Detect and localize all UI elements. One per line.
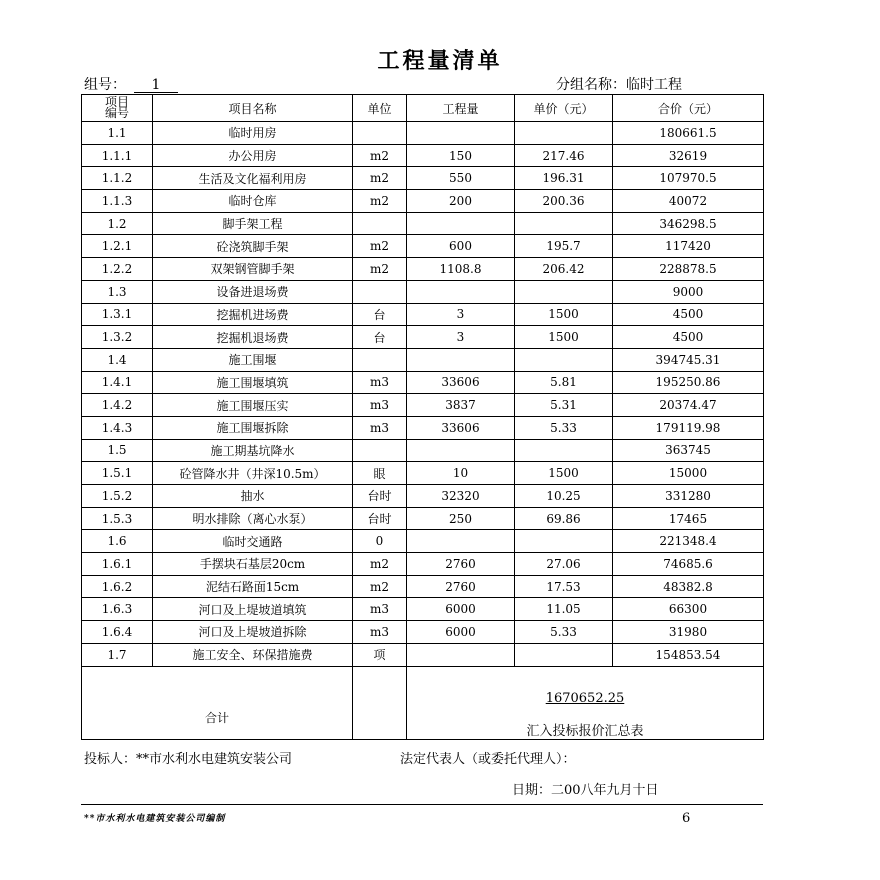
cell-item-name: 办公用房 [153, 144, 353, 167]
cell-quantity: 550 [407, 167, 515, 190]
total-label: 合计 [82, 666, 353, 739]
cell-total-price: 180661.5 [613, 122, 764, 145]
cell-item-name: 临时交通路 [153, 530, 353, 553]
table-row [82, 643, 764, 666]
cell-quantity: 6000 [407, 621, 515, 644]
cell-quantity: 150 [407, 144, 515, 167]
cell-item-id: 1.4.2 [82, 394, 153, 417]
cell-unit: 台 [353, 326, 407, 349]
cell-quantity: 10 [407, 462, 515, 485]
cell-unit-price: 11.05 [515, 598, 613, 621]
table-row [82, 371, 764, 394]
cell-unit-price: 1500 [515, 326, 613, 349]
cell-item-name: 施工围堰压实 [153, 394, 353, 417]
date: 日期：二00八年九月十日 [512, 783, 659, 798]
cell-quantity [407, 439, 515, 462]
group-number [84, 74, 178, 94]
cell-item-id: 1.1.1 [82, 144, 153, 167]
cell-total-price: 48382.8 [613, 575, 764, 598]
header-unit: 单位 [353, 95, 407, 122]
cell-quantity [407, 212, 515, 235]
cell-unit: m3 [353, 416, 407, 439]
cell-unit-price [515, 643, 613, 666]
cell-unit-price: 69.86 [515, 507, 613, 530]
cell-total-price: 31980 [613, 621, 764, 644]
quantity-table [81, 94, 764, 740]
cell-unit-price: 5.81 [515, 371, 613, 394]
cell-item-name: 泥结石路面15cm [153, 575, 353, 598]
cell-unit-price: 196.31 [515, 167, 613, 190]
header-total-price: 合价（元） [613, 95, 764, 122]
cell-unit: 台时 [353, 507, 407, 530]
cell-item-name: 砼管降水井（井深10.5m） [153, 462, 353, 485]
cell-item-name: 施工围堰拆除 [153, 416, 353, 439]
cell-item-name: 河口及上堤坡道填筑 [153, 598, 353, 621]
cell-item-id: 1.5 [82, 439, 153, 462]
cell-unit: 台 [353, 303, 407, 326]
cell-item-name: 施工围堰填筑 [153, 371, 353, 394]
cell-total-price: 228878.5 [613, 258, 764, 281]
cell-unit: m3 [353, 394, 407, 417]
cell-quantity: 3 [407, 303, 515, 326]
cell-total-price: 154853.54 [613, 643, 764, 666]
cell-quantity: 2760 [407, 553, 515, 576]
table-row [82, 280, 764, 303]
table-row [82, 303, 764, 326]
cell-unit-price: 5.33 [515, 621, 613, 644]
cell-unit [353, 348, 407, 371]
legal-representative: 法定代表人（或委托代理人）： [400, 752, 576, 767]
cell-quantity: 3 [407, 326, 515, 349]
bidder: 投标人：**市水利水电建筑安装公司 [84, 752, 293, 767]
header-item-name: 项目名称 [153, 95, 353, 122]
cell-unit: 台时 [353, 485, 407, 508]
cell-quantity [407, 530, 515, 553]
cell-unit [353, 280, 407, 303]
header-item-id [82, 95, 153, 122]
cell-unit-price: 10.25 [515, 485, 613, 508]
cell-total-price: 394745.31 [613, 348, 764, 371]
cell-item-name: 脚手架工程 [153, 212, 353, 235]
cell-unit: 眼 [353, 462, 407, 485]
cell-unit-price: 1500 [515, 462, 613, 485]
total-unit-cell [353, 666, 407, 739]
cell-total-price: 32619 [613, 144, 764, 167]
cell-item-id: 1.6.4 [82, 621, 153, 644]
table-row [82, 326, 764, 349]
header-quantity: 工程量 [407, 95, 515, 122]
cell-item-id: 1.5.2 [82, 485, 153, 508]
cell-item-name: 挖掘机进场费 [153, 303, 353, 326]
cell-unit: m3 [353, 621, 407, 644]
cell-total-price: 15000 [613, 462, 764, 485]
cell-unit-price: 1500 [515, 303, 613, 326]
cell-total-price: 17465 [613, 507, 764, 530]
cell-unit: m2 [353, 575, 407, 598]
total-cell [407, 666, 764, 739]
table-header-row [82, 95, 764, 122]
document-title: 工程量清单 [377, 48, 503, 74]
cell-item-name: 明水排除（离心水泵） [153, 507, 353, 530]
total-amount: 1670652.25 [545, 690, 625, 706]
cell-total-price: 179119.98 [613, 416, 764, 439]
cell-unit-price: 206.42 [515, 258, 613, 281]
cell-item-id: 1.3 [82, 280, 153, 303]
cell-item-id: 1.4.3 [82, 416, 153, 439]
table-row [82, 485, 764, 508]
cell-item-id: 1.4 [82, 348, 153, 371]
cell-item-name: 河口及上堤坡道拆除 [153, 621, 353, 644]
group-value: 1 [134, 78, 178, 93]
cell-item-name: 双架钢管脚手架 [153, 258, 353, 281]
cell-quantity [407, 122, 515, 145]
cell-quantity: 33606 [407, 371, 515, 394]
cell-quantity: 600 [407, 235, 515, 258]
table-row [82, 416, 764, 439]
header-item-id-line2: 编号 [104, 106, 129, 120]
table-row [82, 258, 764, 281]
cell-unit: 项 [353, 643, 407, 666]
cell-quantity: 2760 [407, 575, 515, 598]
table-row [82, 235, 764, 258]
cell-item-id: 1.7 [82, 643, 153, 666]
cell-total-price: 20374.47 [613, 394, 764, 417]
cell-quantity: 200 [407, 190, 515, 213]
cell-total-price: 40072 [613, 190, 764, 213]
footer-company: **市水利水电建筑安装公司编制 [84, 814, 226, 824]
cell-unit-price [515, 530, 613, 553]
table-row [82, 348, 764, 371]
cell-item-id: 1.6.1 [82, 553, 153, 576]
cell-quantity: 3837 [407, 394, 515, 417]
subgroup-name: 分组名称：临时工程 [556, 77, 682, 93]
cell-unit: 0 [353, 530, 407, 553]
cell-item-name: 生活及文化福利用房 [153, 167, 353, 190]
cell-item-id: 1.6 [82, 530, 153, 553]
cell-total-price: 117420 [613, 235, 764, 258]
cell-item-id: 1.6.2 [82, 575, 153, 598]
table-row [82, 575, 764, 598]
cell-unit-price: 217.46 [515, 144, 613, 167]
table-row [82, 144, 764, 167]
cell-item-name: 施工期基坑降水 [153, 439, 353, 462]
cell-unit [353, 122, 407, 145]
table-row [82, 122, 764, 145]
cell-unit-price [515, 280, 613, 303]
cell-unit-price: 27.06 [515, 553, 613, 576]
cell-item-id: 1.1.2 [82, 167, 153, 190]
table-row [82, 553, 764, 576]
cell-item-id: 1.3.2 [82, 326, 153, 349]
cell-item-id: 1.5.3 [82, 507, 153, 530]
cell-unit-price [515, 439, 613, 462]
cell-total-price: 221348.4 [613, 530, 764, 553]
cell-unit: m3 [353, 371, 407, 394]
cell-total-price: 346298.5 [613, 212, 764, 235]
cell-total-price: 107970.5 [613, 167, 764, 190]
cell-total-price: 195250.86 [613, 371, 764, 394]
cell-item-name: 砼浇筑脚手架 [153, 235, 353, 258]
cell-unit: m2 [353, 553, 407, 576]
cell-item-id: 1.2 [82, 212, 153, 235]
cell-unit [353, 439, 407, 462]
cell-unit-price: 200.36 [515, 190, 613, 213]
cell-total-price: 66300 [613, 598, 764, 621]
table-row [82, 212, 764, 235]
cell-item-id: 1.3.1 [82, 303, 153, 326]
cell-item-name: 抽水 [153, 485, 353, 508]
cell-unit-price: 5.33 [515, 416, 613, 439]
cell-quantity: 32320 [407, 485, 515, 508]
cell-unit: m2 [353, 235, 407, 258]
cell-item-id: 1.1.3 [82, 190, 153, 213]
cell-total-price: 74685.6 [613, 553, 764, 576]
table-row [82, 621, 764, 644]
table-row [82, 394, 764, 417]
cell-unit: m2 [353, 167, 407, 190]
cell-item-name: 临时仓库 [153, 190, 353, 213]
total-note: 汇入投标报价汇总表 [526, 723, 644, 739]
cell-item-name: 临时用房 [153, 122, 353, 145]
cell-unit-price: 5.31 [515, 394, 613, 417]
cell-item-name: 手摆块石基层20cm [153, 553, 353, 576]
cell-item-name: 设备进退场费 [153, 280, 353, 303]
cell-quantity: 6000 [407, 598, 515, 621]
cell-unit: m3 [353, 598, 407, 621]
cell-item-id: 1.6.3 [82, 598, 153, 621]
table-row [82, 167, 764, 190]
cell-unit-price: 17.53 [515, 575, 613, 598]
cell-item-id: 1.2.1 [82, 235, 153, 258]
cell-quantity: 1108.8 [407, 258, 515, 281]
cell-unit: m2 [353, 190, 407, 213]
cell-quantity [407, 643, 515, 666]
cell-total-price: 363745 [613, 439, 764, 462]
total-row [82, 666, 764, 739]
cell-item-name: 施工安全、环保措施费 [153, 643, 353, 666]
group-label: 组号： [84, 77, 126, 93]
cell-unit-price [515, 348, 613, 371]
table-row [82, 530, 764, 553]
table-row [82, 598, 764, 621]
cell-quantity: 33606 [407, 416, 515, 439]
table-row [82, 190, 764, 213]
cell-unit: m2 [353, 258, 407, 281]
cell-unit: m2 [353, 144, 407, 167]
cell-quantity [407, 348, 515, 371]
cell-item-id: 1.2.2 [82, 258, 153, 281]
cell-unit-price: 195.7 [515, 235, 613, 258]
cell-item-name: 挖掘机退场费 [153, 326, 353, 349]
cell-item-id: 1.1 [82, 122, 153, 145]
footer-divider [81, 804, 763, 805]
cell-unit-price [515, 122, 613, 145]
cell-total-price: 4500 [613, 326, 764, 349]
header-item-id-line1: 项目 [104, 95, 129, 109]
cell-quantity: 250 [407, 507, 515, 530]
cell-unit [353, 212, 407, 235]
cell-unit-price [515, 212, 613, 235]
table-row [82, 507, 764, 530]
cell-item-name: 施工围堰 [153, 348, 353, 371]
page-number: 6 [682, 811, 691, 826]
table-row [82, 439, 764, 462]
header-unit-price: 单价（元） [515, 95, 613, 122]
cell-total-price: 9000 [613, 280, 764, 303]
cell-total-price: 331280 [613, 485, 764, 508]
cell-total-price: 4500 [613, 303, 764, 326]
cell-item-id: 1.4.1 [82, 371, 153, 394]
table-row [82, 462, 764, 485]
cell-quantity [407, 280, 515, 303]
cell-item-id: 1.5.1 [82, 462, 153, 485]
